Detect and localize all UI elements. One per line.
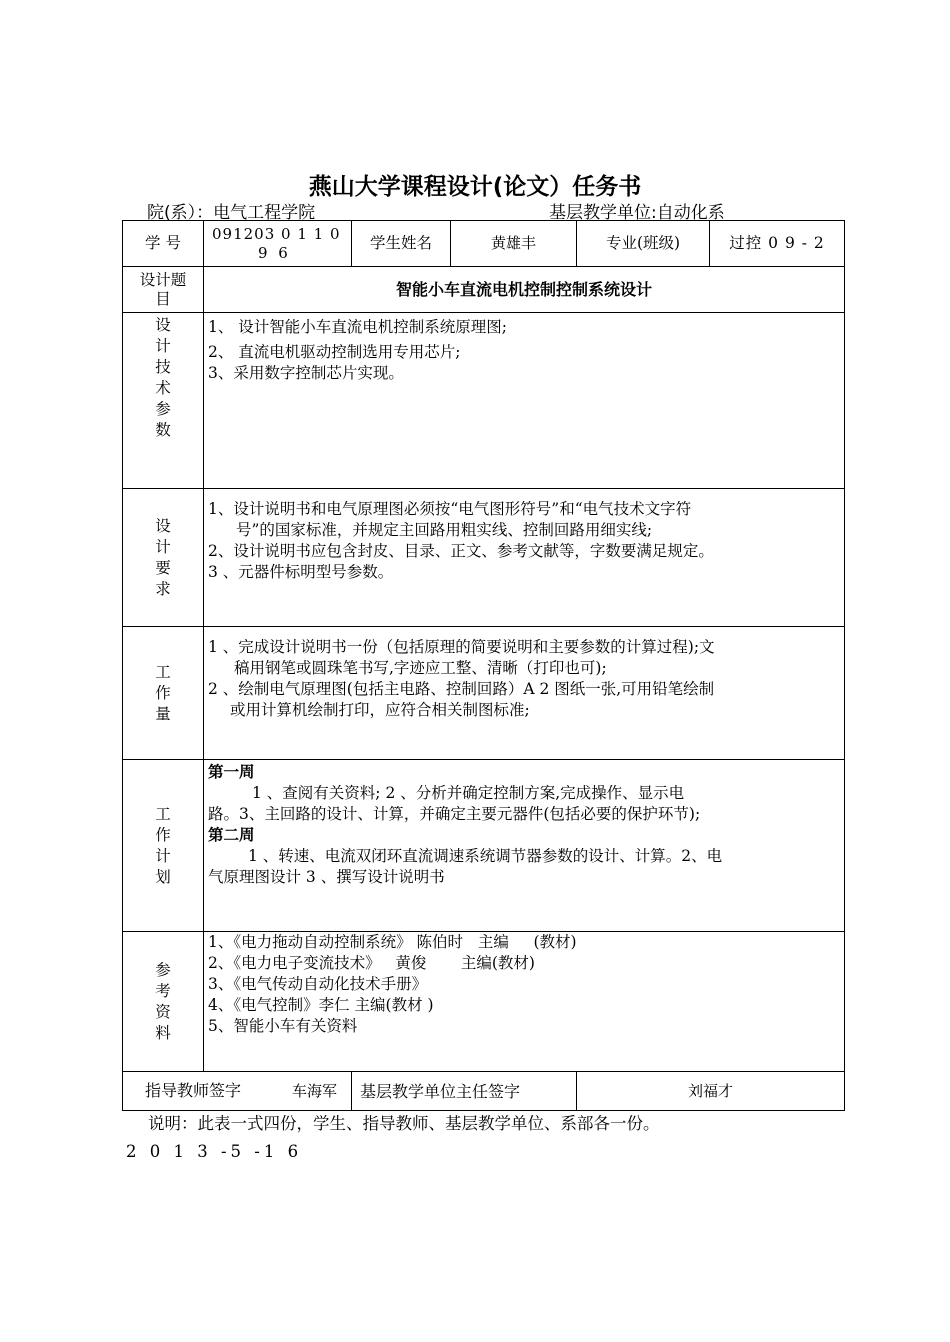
footer-note: 说明：此表一式四份，学生、指导教师、基层教学单位、系部各一份。	[148, 1114, 660, 1133]
topic-value: 智能小车直流电机控制控制系统设计	[204, 267, 845, 313]
student-id-value	[204, 221, 352, 267]
student-name-label: 学生姓名	[352, 221, 451, 267]
topic-row	[123, 267, 845, 313]
topic-label	[123, 267, 204, 313]
workload-label	[123, 627, 204, 760]
week-1-heading: 第一周	[208, 763, 255, 781]
references-row	[123, 932, 845, 1072]
advisor-signature-label: 指导教师签字	[145, 1081, 242, 1100]
req-line-1: 1、设计说明书和电气原理图必须按“电气图形符号”和“电气技术文字符	[208, 500, 692, 518]
plan-content	[204, 760, 845, 932]
tech-label-text: 设计技术参数	[155, 316, 171, 439]
tech-content	[204, 313, 845, 489]
plan-week1-line-2: 路。3、主回路的设计、计算，并确定主要元器件(包括必要的保护环节);	[208, 805, 701, 823]
workload-line-4: 或用计算机绘制打印，应符合相关制图标准;	[230, 701, 530, 719]
references-label	[123, 932, 204, 1072]
tech-line-2: 2、 直流电机驱动控制选用专用芯片;	[208, 343, 461, 361]
task-form-table	[122, 220, 845, 1111]
director-signature-cell	[352, 1072, 577, 1111]
student-id-label: 学 号	[123, 221, 204, 267]
college-label: 院(系）：电气工程学院	[147, 203, 316, 223]
student-id-line2: 9 6	[258, 243, 291, 262]
workload-line-1: 1 、完成设计说明书一份（包括原理的简要说明和主要参数的计算过程);文	[208, 638, 715, 656]
plan-week1-line-1: 1 、查阅有关资料; 2 、分析并确定控制方案,完成操作、显示电	[252, 784, 685, 802]
major-value: 过控 0 9 - 2	[710, 221, 845, 267]
director-signature-value: 刘福才	[577, 1072, 845, 1111]
ref-item-2: 2、《电力电子变流技术》 黄俊 主编(教材)	[208, 954, 535, 972]
workload-line-3: 2 、绘制电气原理图(包括主电路、控制回路）A 2 图纸一张,可用铅笔绘制	[208, 680, 715, 698]
plan-week2-line-2: 气原理图设计 3 、撰写设计说明书	[208, 868, 445, 886]
document-date: 2 0 1 3 -5 -1 6	[126, 1142, 303, 1161]
tech-label	[123, 313, 204, 489]
workload-line-2: 稿用钢笔或圆珠笔书写,字迹应工整、清晰（打印也可);	[234, 659, 607, 677]
requirements-row	[123, 489, 845, 627]
references-label-text: 参考资料	[155, 960, 171, 1042]
plan-label	[123, 760, 204, 932]
workload-row	[123, 627, 845, 760]
ref-item-4: 4、《电气控制》李仁 主编(教材 )	[208, 996, 434, 1014]
plan-label-text: 工作计划	[155, 804, 171, 886]
director-signature-label: 基层教学单位主任签字	[360, 1081, 521, 1101]
week-2-heading: 第二周	[208, 826, 255, 844]
requirements-label	[123, 489, 204, 627]
plan-week2-line-1: 1 、转速、电流双闭环直流调速系统调节器参数的设计、计算。2、电	[248, 847, 723, 865]
major-label: 专业(班级)	[577, 221, 710, 267]
advisor-signature-cell	[123, 1072, 352, 1111]
signature-row	[123, 1072, 845, 1111]
header-row	[123, 221, 845, 267]
workload-content	[204, 627, 845, 760]
unit-label: 基层教学单位:自动化系	[549, 203, 725, 223]
requirements-label-text: 设计要求	[155, 516, 171, 598]
plan-row	[123, 760, 845, 932]
document-title: 燕山大学课程设计(论文）任务书	[308, 174, 642, 200]
tech-line-3: 3、采用数字控制芯片实现。	[208, 364, 404, 382]
references-content	[204, 932, 845, 1072]
student-name-value: 黄雄丰	[451, 221, 577, 267]
tech-line-1: 1、 设计智能小车直流电机控制系统原理图;	[208, 318, 508, 336]
req-line-3: 2、设计说明书应包含封皮、目录、正文、参考文献等，字数要满足规定。	[208, 542, 714, 560]
topic-label-text: 设计题目	[139, 270, 187, 308]
ref-item-3: 3、《电气传动自动化技术手册》	[208, 975, 428, 993]
ref-item-5: 5、智能小车有关资料	[208, 1017, 358, 1035]
req-line-2: 号”的国家标准，并规定主回路用粗实线、控制回路用细实线;	[236, 521, 653, 539]
ref-item-1: 1、《电力拖动自动控制系统》 陈伯时 主编 (教材)	[208, 933, 577, 951]
req-line-4: 3 、元器件标明型号参数。	[208, 563, 394, 581]
requirements-content	[204, 489, 845, 627]
workload-label-text: 工作量	[155, 662, 171, 723]
advisor-signature-value: 车海军	[291, 1082, 337, 1100]
student-id-line1: 091203 0 1 1 0	[212, 224, 341, 243]
tech-row	[123, 313, 845, 489]
